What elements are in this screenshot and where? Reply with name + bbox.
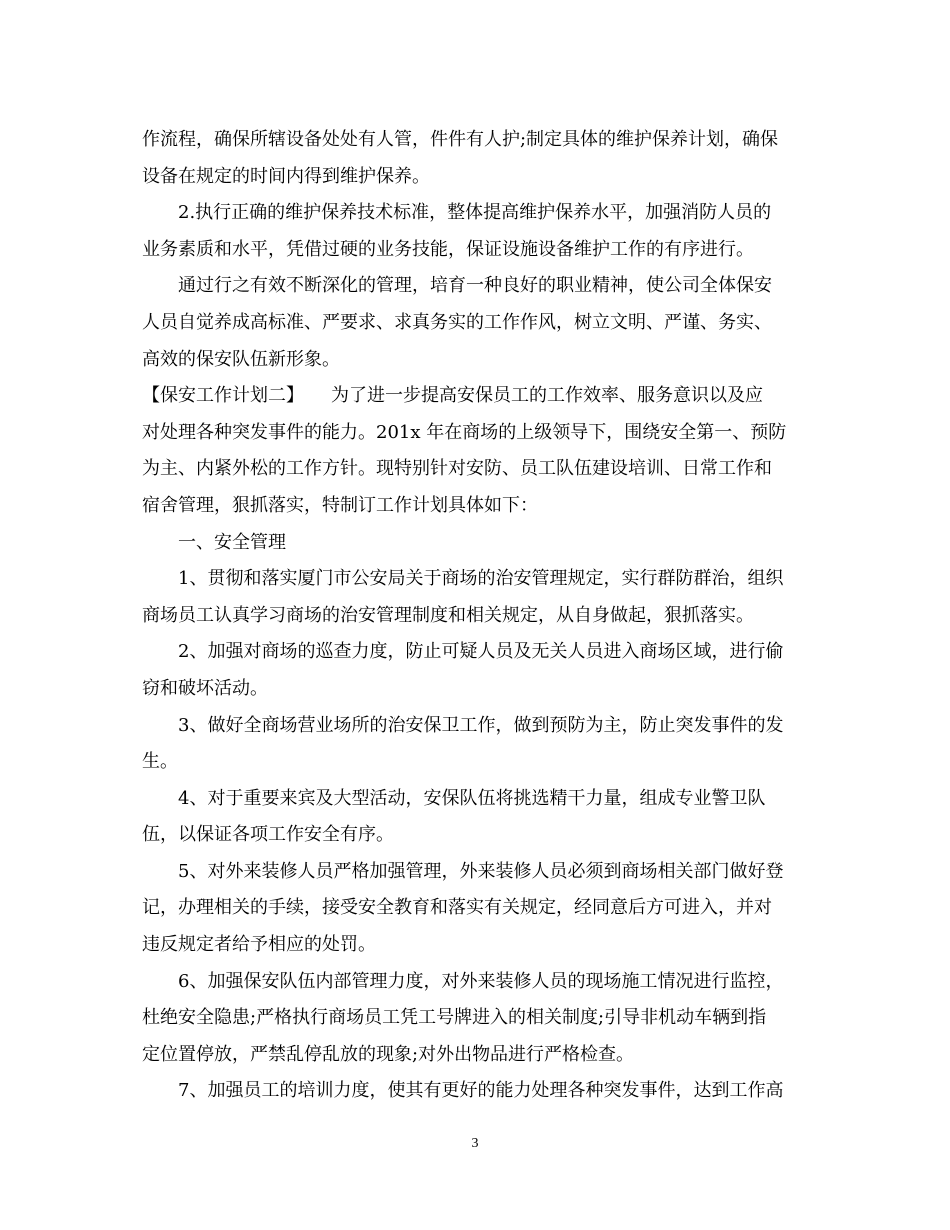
- text-line: 【保安工作计划二】 为了进一步提高安保员工的工作效率、服务意识以及应: [142, 385, 763, 407]
- text-line: 对处理各种突发事件的能力。201x 年在商场的上级领导下，围绕安全第一、预防: [142, 421, 787, 443]
- text-line: 为主、内紧外松的工作方针。现特别针对安防、员工队伍建设培训、日常工作和: [142, 458, 772, 480]
- text-line: 5、对外来装修人员严格加强管理，外来装修人员必须到商场相关部门做好登: [178, 860, 784, 882]
- text-line: 记，办理相关的手续，接受安全教育和落实有关规定，经同意后方可进入，并对: [142, 897, 772, 919]
- text-line: 设备在规定的时间内得到维护保养。: [142, 165, 430, 187]
- text-line: 窃和破坏活动。: [142, 677, 268, 699]
- text-line: 作流程，确保所辖设备处处有人管，件件有人护;制定具体的维护保养计划，确保: [142, 129, 779, 150]
- page-number: 3: [471, 1136, 479, 1151]
- text-line: 1、贯彻和落实厦门市公安局关于商场的治安管理规定，实行群防群治，组织: [178, 568, 784, 590]
- text-line: 生。: [142, 751, 178, 773]
- text-line: 商场员工认真学习商场的治安管理制度和相关规定，从自身做起，狠抓落实。: [142, 604, 754, 626]
- text-line: 2.执行正确的维护保养技术标准，整体提高维护保养水平，加强消防人员的: [178, 202, 772, 224]
- text-line: 违反规定者给予相应的处罚。: [142, 934, 376, 956]
- text-line: 业务素质和水平，凭借过硬的业务技能，保证设施设备维护工作的有序进行。: [142, 238, 754, 260]
- text-line: 定位置停放，严禁乱停乱放的现象;对外出物品进行严格检查。: [142, 1043, 635, 1065]
- text-line: 3、做好全商场营业场所的治安保卫工作，做到预防为主，防止突发事件的发: [178, 714, 784, 736]
- text-line: 7、加强员工的培训力度，使其有更好的能力处理各种突发事件，达到工作高: [178, 1080, 784, 1102]
- text-line: 伍，以保证各项工作安全有序。: [142, 824, 394, 846]
- text-line: 宿舍管理，狠抓落实，特制订工作计划具体如下：: [142, 494, 538, 516]
- text-line: 2、加强对商场的巡查力度，防止可疑人员及无关人员进入商场区域，进行偷: [178, 641, 784, 663]
- text-line: 4、对于重要来宾及大型活动，安保队伍将挑选精干力量，组成专业警卫队: [178, 787, 766, 809]
- document-body: [142, 122, 810, 1110]
- text-line: 人员自觉养成高标准、严要求、求真务实的工作作风，树立文明、严谨、务实、: [142, 311, 772, 333]
- text-line: 一、安全管理: [178, 531, 286, 553]
- text-line: 通过行之有效不断深化的管理，培育一种良好的职业精神，使公司全体保安: [178, 275, 772, 297]
- text-line: 高效的保安队伍新形象。: [142, 348, 340, 370]
- text-line: 杜绝安全隐患;严格执行商场员工凭工号牌进入的相关制度;引导非机动车辆到指: [142, 1007, 767, 1029]
- text-line: 6、加强保安队伍内部管理力度，对外来装修人员的现场施工情况进行监控，: [178, 970, 784, 992]
